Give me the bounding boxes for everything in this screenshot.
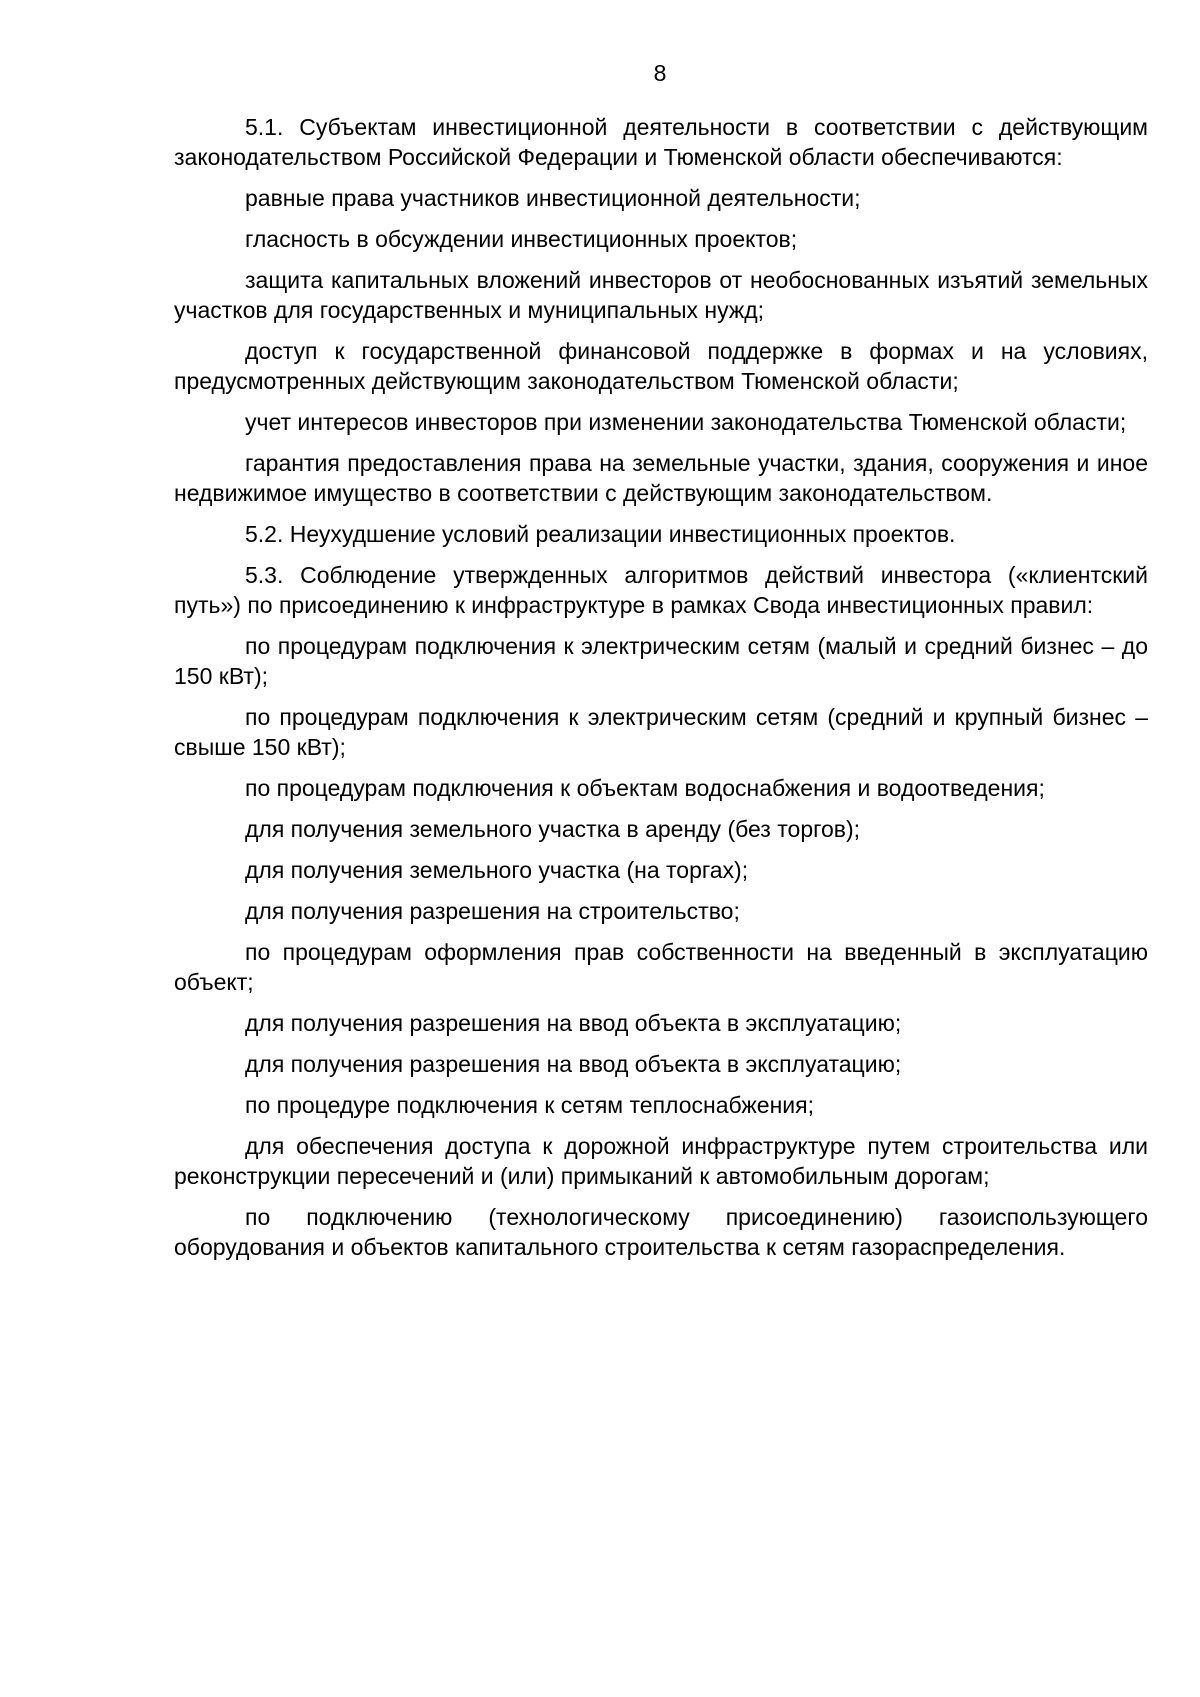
list-item-commissioning-permit: для получения разрешения на ввод объекта в эксплуатацию;	[245, 1010, 902, 1036]
list-item-road-infrastructure: для обеспечения доступа к дорожной инфраструктуре путем строительства или реконструкции пересечений и (или) примыканий к автомобильным дорогам;	[174, 1133, 1148, 1189]
paragraph-5-3: 5.3. Соблюдение утвержденных алгоритмов действий инвестора («клиентский путь») по присоединению к инфраструктуре в рамках Свода инвестиционных правил:	[174, 562, 1148, 618]
list-item-publicity: гласность в обсуждении инвестиционных проектов;	[245, 226, 798, 252]
document-body	[174, 112, 1148, 1273]
paragraph-5-2: 5.2. Неухудшение условий реализации инвестиционных проектов.	[245, 521, 956, 547]
list-item-land-rights-guarantee: гарантия предоставления права на земельные участки, здания, сооружения и иное недвижимое имущество в соответствии с действующим законодательством.	[174, 450, 1148, 506]
list-item-heating: по процедуре подключения к сетям теплоснабжения;	[245, 1092, 814, 1118]
paragraph-5-1: 5.1. Субъектам инвестиционной деятельности в соответствии с действующим законодательством Российской Федерации и Тюменской области обеспечиваются:	[174, 114, 1148, 170]
list-item-gas-connection: по подключению (технологическому присоединению) газоиспользующего оборудования и объектов капитального строительства к сетям газораспределения.	[174, 1204, 1148, 1260]
list-item-electric-small: по процедурам подключения к электрическим сетям (малый и средний бизнес – до 150 кВт);	[174, 633, 1148, 689]
list-item-investor-interests: учет интересов инвесторов при изменении законодательства Тюменской области;	[245, 409, 1127, 435]
list-item-land-auction: для получения земельного участка (на торгах);	[245, 857, 749, 883]
list-item-electric-large: по процедурам подключения к электрическим сетям (средний и крупный бизнес – свыше 150 кВт);	[174, 704, 1148, 760]
list-item-investment-protection: защита капитальных вложений инвесторов от необоснованных изъятий земельных участков для государственных и муниципальных нужд;	[174, 267, 1148, 323]
page-number: 8	[653, 60, 667, 86]
list-item-water: по процедурам подключения к объектам водоснабжения и водоотведения;	[245, 775, 1045, 801]
list-item-building-permit: для получения разрешения на строительство;	[245, 898, 740, 924]
list-item-ownership-registration: по процедурам оформления прав собственности на введенный в эксплуатацию объект;	[174, 939, 1148, 995]
list-item-commissioning-permit-repeat: для получения разрешения на ввод объекта в эксплуатацию;	[245, 1051, 902, 1077]
list-item-land-lease: для получения земельного участка в аренду (без торгов);	[245, 816, 861, 842]
list-item-financial-support: доступ к государственной финансовой поддержке в формах и на условиях, предусмотренных действующим законодательством Тюменской области;	[174, 338, 1148, 394]
list-item-equal-rights: равные права участников инвестиционной деятельности;	[245, 185, 861, 211]
